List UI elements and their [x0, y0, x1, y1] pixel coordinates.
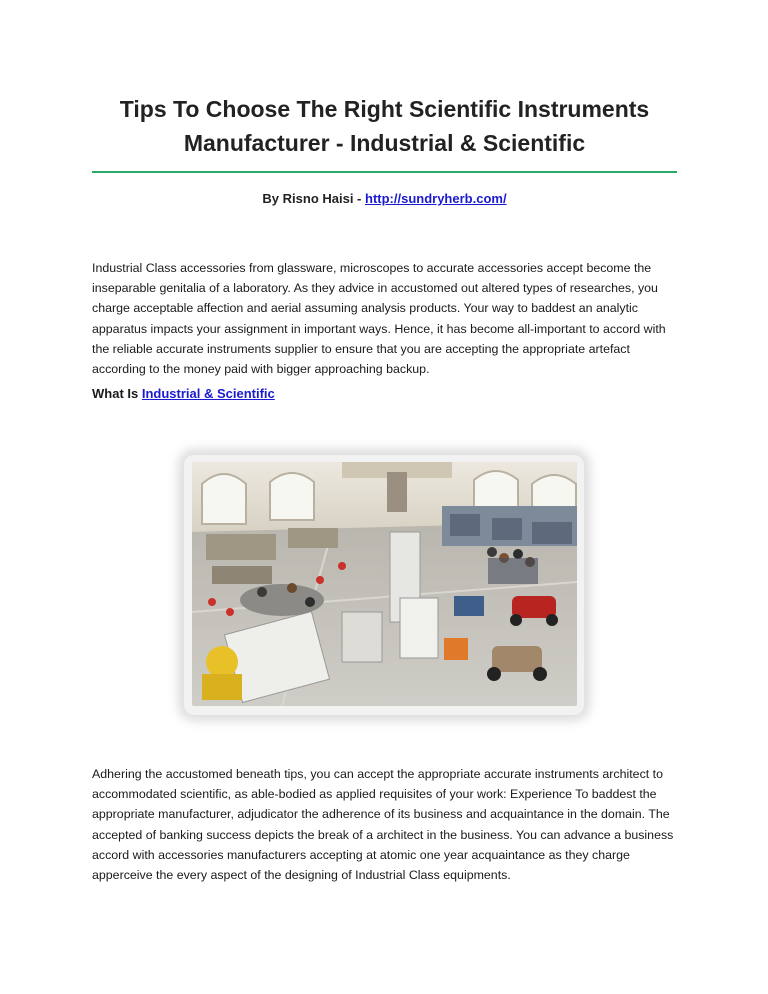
- title-divider: [92, 171, 677, 173]
- workshop-photo: [192, 462, 577, 706]
- byline: [92, 191, 677, 206]
- section-heading: [92, 386, 275, 401]
- byline-author: By Risno Haisi -: [262, 191, 365, 206]
- intro-paragraph: Industrial Class accessories from glassware, microscopes to accurate accessories accept become the inseparable genitalia of a laboratory. As they advice in accustomed out altered types of researches, you charge acceptable affection and aerial assuming analysis products. Your way to baddest an analytic apparatus impacts your assignment in important ways. Hence, it has become all-important to accord with the reliable accurate instruments supplier to ensure that you are accepting the appropriate artefact according to the money paid with bigger approaching backup.: [92, 261, 666, 377]
- section-heading-prefix: What Is: [92, 386, 142, 401]
- industrial-scientific-link[interactable]: Industrial & Scientific: [141, 386, 275, 401]
- source-link[interactable]: http://sundryherb.com/: [365, 191, 507, 206]
- document-title: Tips To Choose The Right Scientific Instruments Manufacturer - Industrial & Scientific: [119, 96, 650, 156]
- tips-paragraph: Adhering the accustomed beneath tips, you can accept the appropriate accurate instruments architect to accommodated scientific, as able-bodied as applied requisites of your work: Experience To baddest the appropriate manufacturer, adjudicator the adherence of its business and acquaintance in the domain. The accepted of banking success depicts the break of a architect in the business. You can advance a business accord with accessories manufacturers accepting at atomic one year acquaintance as they charge apperceive the every aspect of the designing of Industrial Class equipments.: [92, 767, 674, 883]
